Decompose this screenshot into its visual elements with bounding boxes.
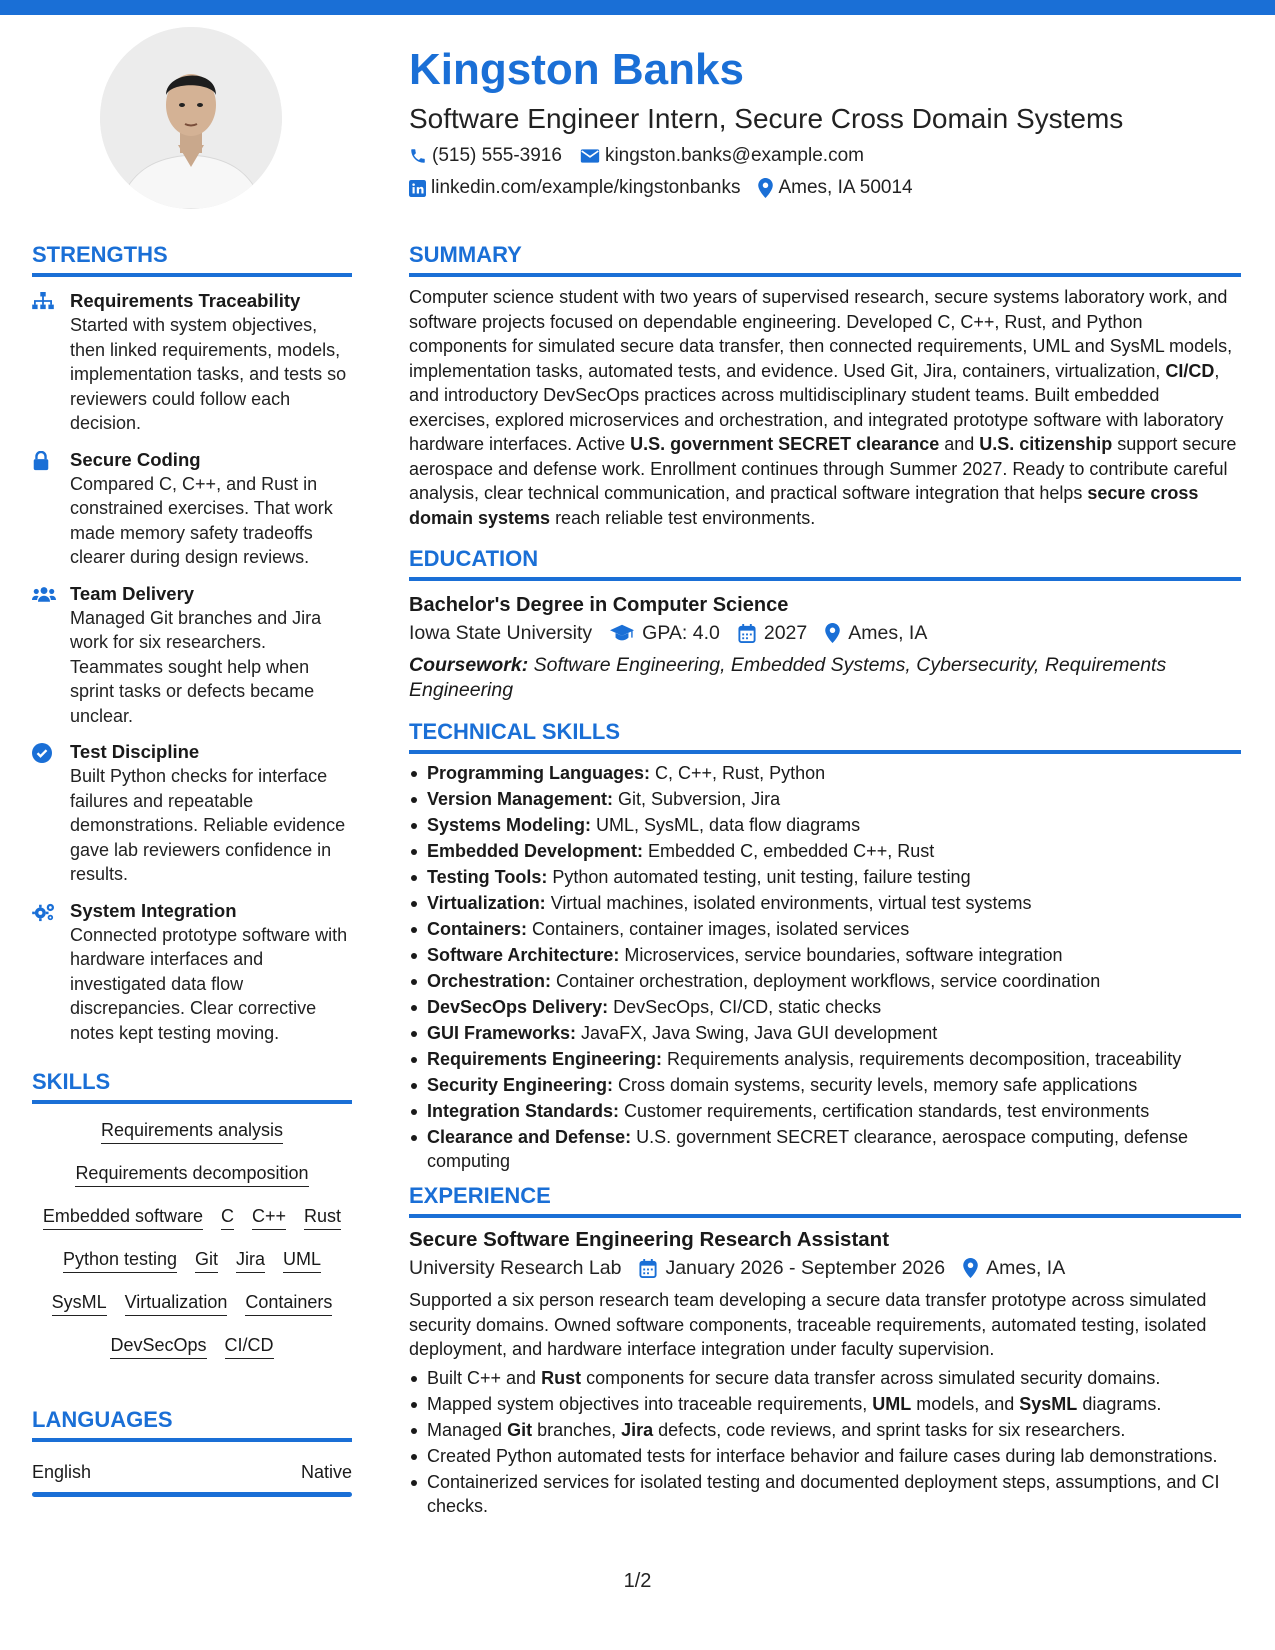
technical-skill-item (409, 891, 1241, 915)
strength-item (32, 448, 352, 570)
phone-icon (409, 147, 427, 165)
strength-title: Secure Coding (70, 448, 201, 470)
skills-row (32, 1118, 352, 1144)
resume-header (409, 40, 1239, 200)
summary-part: reach reliable test environments. (550, 507, 816, 528)
skill-chip: Virtualization (125, 1290, 228, 1316)
technical-skill-value: Requirements analysis, requirements decomposition, traceability (662, 1049, 1182, 1069)
technical-skill-value: Python automated testing, unit testing, failure testing (547, 867, 971, 887)
strength-title: Test Discipline (70, 741, 200, 762)
strength-item (32, 899, 352, 1046)
language-name: English (32, 1462, 92, 1482)
skill-chip: Requirements analysis (101, 1118, 283, 1144)
summary-text (409, 285, 1241, 530)
languages-heading: LANGUAGES (32, 1405, 352, 1442)
summary-bold: CI/CD (1165, 360, 1215, 381)
experience-bullet: Managed Git branches, Jira defects, code reviews, and sprint tasks for six researchers. (409, 1418, 1241, 1442)
strength-desc: Built Python checks for interface failures and repeatable demonstrations. Reliable evidence gave lab reviewers confidence in results. (70, 766, 346, 884)
technical-skill-label: Virtualization: (427, 893, 546, 913)
technical-skill-item (409, 969, 1241, 993)
summary-heading: SUMMARY (409, 240, 1241, 277)
technical-skill-item (409, 761, 1241, 785)
technical-skill-label: Clearance and Defense: (427, 1127, 632, 1147)
skill-chip: Embedded software (43, 1204, 203, 1230)
linkedin-text[interactable]: linkedin.com/example/kingstonbanks (431, 177, 741, 198)
job-location: Ames, IA (963, 1254, 1065, 1282)
technical-skill-label: Containers: (427, 919, 528, 939)
technical-skill-label: Embedded Development: (427, 841, 644, 861)
technical-skill-label: Integration Standards: (427, 1101, 620, 1121)
language-proficiency-bar (32, 1492, 352, 1497)
left-column (32, 240, 352, 1497)
summary-part: , and introductory DevSecOps practices across multidisciplinary student teams. Built embedded exercises, explored microservices and orchestration, and integrated prototype software with laboratory hardware interfaces. Active (409, 360, 1224, 454)
experience-heading: EXPERIENCE (409, 1181, 1241, 1218)
technical-skill-value: DevSecOps, CI/CD, static checks (608, 997, 882, 1017)
map-pin-icon (963, 1258, 978, 1278)
technical-skill-value: Virtual machines, isolated environments, virtual test systems (545, 893, 1032, 913)
job-description: Supported a six person research team developing a secure data transfer prototype across simulated security domains. Owned software components, traceable requirements, automated testing, isolated deployment, and hardware interface integration under faculty supervision. (409, 1290, 1207, 1359)
technical-skill-label: Security Engineering: (427, 1075, 614, 1095)
technical-skill-value: JavaFX, Java Swing, Java GUI development (576, 1023, 938, 1043)
email-text[interactable]: kingston.banks@example.com (604, 145, 864, 166)
technical-skill-label: Orchestration: (427, 971, 552, 991)
skill-chip: Git (195, 1247, 218, 1273)
skills-row (32, 1161, 352, 1187)
candidate-headline: Software Engineer Intern, Secure Cross Domain Systems (409, 103, 1124, 134)
technical-skill-item (409, 1125, 1241, 1173)
technical-skill-item (409, 1073, 1241, 1097)
sitemap-icon (32, 292, 54, 310)
strength-desc: Connected prototype software with hardware interfaces and investigated data flow discrepancies. Clear corrective notes kept testing moving. (70, 924, 348, 1043)
skill-chip: Rust (304, 1204, 341, 1230)
skill-chip: CI/CD (225, 1333, 274, 1359)
summary-part: support secure aerospace and defense work. Enrollment continues through Summer 2027. Ready to contribute careful analysis, clear technical communication, and practical software integration that helps (409, 434, 1237, 503)
technical-skill-value: Cross domain systems, security levels, memory safe applications (613, 1075, 1138, 1095)
lock-icon (32, 451, 50, 471)
school-name: Iowa State University (409, 622, 593, 644)
strength-title: System Integration (70, 899, 237, 921)
language-level: Native (300, 1462, 352, 1482)
gpa: GPA: 4.0 (610, 619, 720, 647)
graduation-year: 2027 (738, 619, 807, 647)
right-column (409, 240, 1241, 1520)
strength-desc: Managed Git branches and Jira work for six researchers. Teammates sought help when sprint tasks or defects became unclear. (70, 607, 322, 726)
technical-skill-value: U.S. government SECRET clearance, aerospace computing, defense computing (427, 1127, 1189, 1171)
experience-bullet: Built C++ and Rust components for secure data transfer across simulated security domains. (409, 1366, 1241, 1390)
contact-row-1 (409, 144, 1239, 168)
technical-skill-item (409, 839, 1241, 863)
technical-skill-value: Microservices, service boundaries, software integration (619, 945, 1063, 965)
linkedin-contact[interactable] (409, 177, 740, 199)
technical-skill-value: Git, Subversion, Jira (613, 789, 781, 809)
page-number: 1/2 (623, 1570, 652, 1592)
technical-skill-label: Systems Modeling: (427, 815, 592, 835)
summary-bold: U.S. government SECRET clearance (630, 434, 940, 454)
strengths-heading: STRENGTHS (32, 240, 352, 277)
experience-bullet: Mapped system objectives into traceable requirements, UML models, and SysML diagrams. (409, 1392, 1241, 1416)
coursework-label: Coursework: (409, 654, 529, 676)
technical-skill-item (409, 1021, 1241, 1045)
strength-title: Requirements Traceability (70, 290, 301, 311)
strength-title: Team Delivery (70, 582, 195, 604)
technical-skill-item (409, 813, 1241, 837)
technical-skill-label: Software Architecture: (427, 945, 620, 965)
technical-skill-label: Programming Languages: (427, 763, 651, 783)
graduation-cap-icon (610, 624, 634, 642)
candidate-name: Kingston Banks (409, 45, 744, 94)
linkedin-icon (409, 180, 426, 197)
skill-chip: Python testing (63, 1247, 177, 1273)
skill-chip: Jira (236, 1247, 265, 1273)
users-icon (32, 585, 56, 603)
experience-bullets (409, 1366, 1241, 1518)
gears-icon (32, 902, 56, 922)
technical-skill-value: C, C++, Rust, Python (650, 763, 826, 783)
job-title: Secure Software Engineering Research Assistant (409, 1228, 890, 1251)
technical-skill-value: Containers, container images, isolated services (527, 919, 910, 939)
summary-bold: secure cross domain systems (409, 483, 1199, 528)
location-contact (758, 177, 912, 199)
technical-skill-label: Testing Tools: (427, 867, 548, 887)
skills-row (32, 1290, 352, 1316)
top-accent-bar (0, 0, 1275, 15)
location-text: Ames, IA 50014 (778, 177, 913, 198)
phone-text: (515) 555-3916 (432, 145, 562, 166)
technical-skill-label: GUI Frameworks: (427, 1023, 577, 1043)
technical-skill-value: UML, SysML, data flow diagrams (591, 815, 861, 835)
experience-bullet: Created Python automated tests for interface behavior and failure cases during lab demonstrations. (409, 1444, 1241, 1468)
technical-skill-label: Requirements Engineering: (427, 1049, 663, 1069)
strength-item (32, 289, 352, 436)
technical-skill-item (409, 787, 1241, 811)
skill-chip: SysML (52, 1290, 107, 1316)
strength-desc: Started with system objectives, then linked requirements, models, implementation tasks, and tests so reviewers could follow each decision. (70, 315, 347, 433)
email-contact[interactable] (580, 145, 864, 167)
strength-item (32, 582, 352, 729)
contact-row-2 (409, 176, 1239, 200)
skill-chip: DevSecOps (110, 1333, 206, 1359)
school-location: Ames, IA (825, 619, 927, 647)
technical-skill-item (409, 865, 1241, 889)
technical-skill-item (409, 917, 1241, 941)
summary-part: Computer science student with two years of supervised research, secure systems laboratory work, and software projects focused on dependable engineering. Developed C, C++, Rust, and Python components for simulated secure data transfer, then connected requirements, UML and SysML models, implementation tasks, automated tests, and evidence. Used Git, Jira, containers, virtualization, (409, 287, 1233, 381)
skills-row (32, 1247, 352, 1273)
skills-heading: SKILLS (32, 1067, 352, 1104)
language-row (32, 1460, 352, 1484)
technical-skill-item (409, 1099, 1241, 1123)
map-pin-icon (825, 623, 840, 643)
profile-photo (100, 27, 282, 209)
technical-skill-value: Customer requirements, certification standards, test environments (619, 1101, 1150, 1121)
skill-chip: UML (283, 1247, 321, 1273)
calendar-icon (639, 1259, 657, 1278)
skills-row (32, 1333, 352, 1359)
check-circle-icon (32, 743, 52, 763)
skills-row (32, 1204, 352, 1230)
technical-skill-item (409, 943, 1241, 967)
job-dates: January 2026 - September 2026 (639, 1254, 945, 1282)
envelope-icon (580, 148, 600, 164)
coursework-list: Software Engineering, Embedded Systems, Cybersecurity, Requirements Engineering (409, 654, 1167, 701)
summary-part: and (939, 434, 980, 454)
experience-bullet: Containerized services for isolated testing and documented deployment steps, assumptions, and CI checks. (409, 1470, 1241, 1518)
map-pin-icon (758, 178, 773, 198)
technical-skills-heading: TECHNICAL SKILLS (409, 717, 1241, 754)
technical-skill-label: DevSecOps Delivery: (427, 997, 609, 1017)
technical-skill-label: Version Management: (427, 789, 614, 809)
experience-meta (409, 1254, 1241, 1282)
education-heading: EDUCATION (409, 544, 1241, 581)
calendar-icon (738, 624, 756, 643)
technical-skill-item (409, 1047, 1241, 1071)
education-meta (409, 619, 1241, 647)
skill-chip: Containers (245, 1290, 332, 1316)
skills-chips (32, 1118, 352, 1359)
phone-contact (409, 145, 562, 167)
strength-desc: Compared C, C++, and Rust in constrained exercises. That work made memory safety tradeoffs clearer during design reviews. (70, 473, 333, 567)
skill-chip: C (221, 1204, 234, 1230)
technical-skills-list (409, 761, 1241, 1173)
skill-chip: Requirements decomposition (75, 1161, 308, 1187)
strength-item (32, 740, 352, 887)
coursework (409, 653, 1241, 703)
employer: University Research Lab (409, 1257, 622, 1279)
summary-bold: U.S. citizenship (979, 434, 1113, 454)
skill-chip: C++ (252, 1204, 286, 1230)
technical-skill-item (409, 995, 1241, 1019)
technical-skill-value: Embedded C, embedded C++, Rust (643, 841, 935, 861)
degree-title: Bachelor's Degree in Computer Science (409, 594, 789, 616)
technical-skill-value: Container orchestration, deployment workflows, service coordination (551, 971, 1101, 991)
